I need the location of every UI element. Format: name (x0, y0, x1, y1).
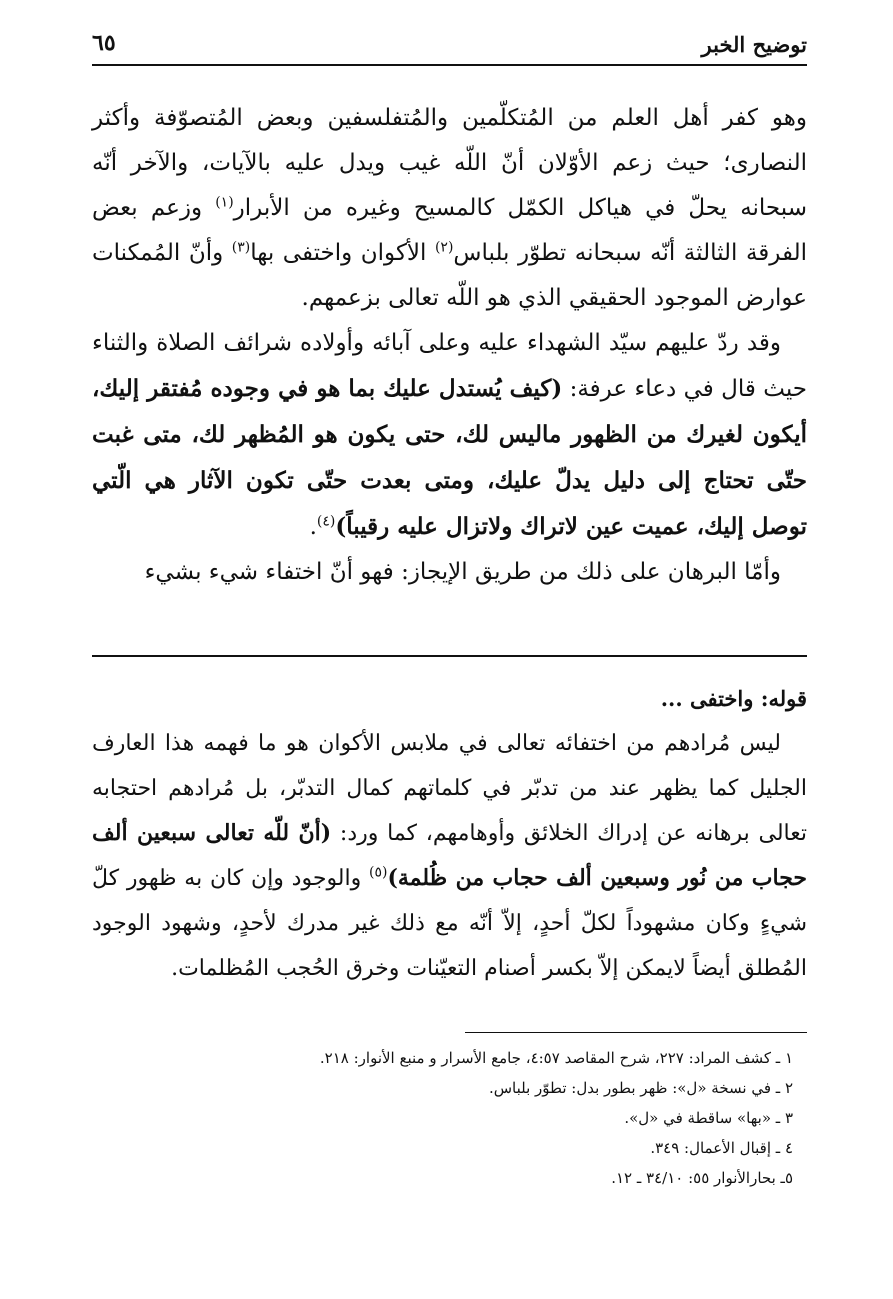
paragraph-1 (92, 96, 807, 321)
paragraph-1-text-a: وهو كفر أهل العلم من المُتكلّمين والمُتفلسفين وبعض المُتصوّفة وأكثر النصارى؛ حيث زعم الأوّلان أنّ اللّه غيب ويدل عليه بالآيات، والآخر أنّه سبحانه يحلّ في هياكل الكمّل كالمسيح وغيره من الأبرار (92, 105, 807, 221)
paragraph-1-text-b: وزعم بعض الفرقة الثالثة أنّه سبحانه تطوّر بلباس (92, 195, 808, 266)
footnote-ref-3: (٣) (231, 239, 251, 256)
footnote-ref-5: (٥) (369, 864, 388, 881)
commentary-body (92, 721, 807, 991)
commentary (92, 676, 807, 991)
commentary-heading: قوله: واختفى ... (660, 686, 807, 711)
commentary-text-a: ليس مُرادهم من اختفائه تعالى في ملابس الأكوان هو ما فهمه هذا العارف الجليل كما يظهر عند من تدبّر في كلماتهم كمال التدبّر، بل مُرادهم احتجابه تعالى برهانه عن إدراك الخلائق وأوهامهم، كما ورد: (92, 731, 807, 846)
page-header (92, 28, 807, 62)
running-title: توضيح الخبر (701, 32, 807, 57)
commentary-text-b: والوجود وإن كان به ظهور كلّ شيءٍ وكان مشهوداً لكلّ أحدٍ، إلاّ أنّه مع ذلك غير مدرك لأحدٍ، وشهود الوجود المُطلق أيضاً لايمكن إلاّ بكسر أصنام التعيّنات وخرق الحُجب المُظلمات. (92, 866, 807, 981)
footnote-divider (465, 1032, 807, 1033)
paragraph-1-text-c: الأكوان واختفى بها (250, 240, 435, 266)
paragraph-3: وأمّا البرهان على ذلك من طريق الإيجاز: فهو أنّ اختفاء شيء بشيء (144, 559, 781, 585)
footnote-ref-2: (٢) (434, 239, 454, 256)
hadith-quote: (أنّ للّه تعالى سبعين ألف حجاب من نُور وسبعين ألف حجاب من ظُلمة) (92, 820, 807, 891)
paragraph-2-end: . (309, 514, 317, 540)
footnote-ref-4: (٤) (316, 513, 336, 530)
footnotes (92, 1043, 793, 1193)
paragraph-2-text: وقد ردّ عليهم سيّد الشهداء عليه وعلى آبائه وأولاده شرائف الصلاة والثناء حيث قال في دعاء عرفة: (92, 330, 807, 402)
main-text (92, 96, 807, 595)
footnote-2: ٢ ـ في نسخة «ل»: ظهر بطور بدل: تطوّر بلباس. (488, 1079, 793, 1097)
footnote-ref-1: (١) (215, 194, 234, 211)
page-number: ٦٥ (92, 30, 116, 56)
footnote-1: ١ ـ كشف المراد: ٢٢٧، شرح المقاصد ٤:٥٧، جامع الأسرار و منبع الأنوار: ٢١٨. (319, 1049, 793, 1067)
header-divider (92, 64, 807, 66)
footnote-3: ٣ ـ «بها» ساقطة في «ل». (624, 1109, 793, 1127)
footnote-5: ٥ـ بحارالأنوار ٥٥: ٣٤/١٠ ـ ١٢. (611, 1169, 793, 1187)
commentary-divider (92, 655, 807, 657)
footnote-4: ٤ ـ إقبال الأعمال: ٣٤٩. (650, 1139, 793, 1157)
paragraph-2 (92, 321, 807, 550)
arafa-supplication-quote: (كيف يُستدل عليك بما هو في وجوده مُفتقر إليك، أيكون لغيرك من الظهور ماليس لك، حتى يكون هو المُظهر لك، متى غبت حتّى تحتاج إلى دليل يدلّ عليك، ومتى بعدت حتّى تكون الآثار هي الّتي توصل إليك، عميت عين لاتراك ولاتزال عليه رقيباً) (92, 375, 807, 540)
paragraph-1-text-d: وأنّ المُمكنات عوارض الموجود الحقيقي الذي هو اللّه تعالى بزعمهم. (92, 240, 807, 311)
